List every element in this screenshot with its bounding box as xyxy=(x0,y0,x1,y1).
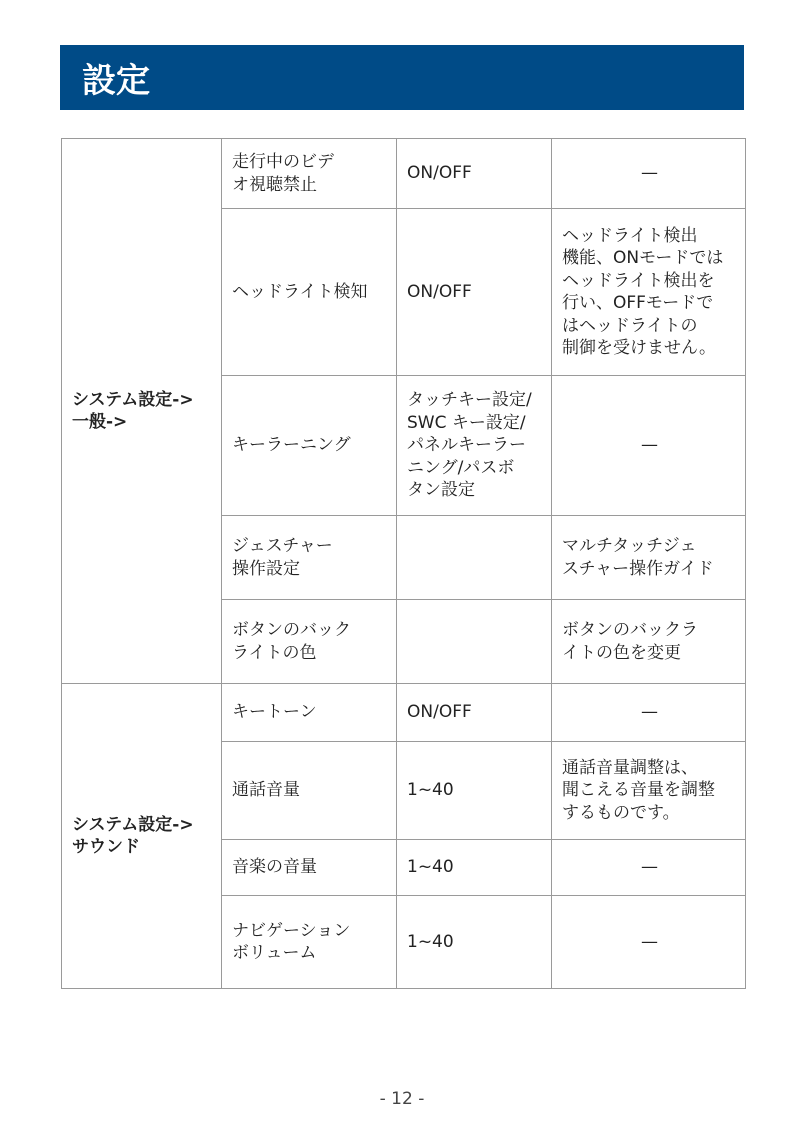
item-cell: 通話音量 xyxy=(222,742,397,840)
item-cell: ナビゲーション ボリューム xyxy=(222,896,397,989)
page-title-bar xyxy=(60,45,744,110)
item-cell: キーラーニング xyxy=(222,376,397,516)
item-cell: ジェスチャー 操作設定 xyxy=(222,516,397,600)
table-row xyxy=(62,139,746,209)
value-cell: タッチキー設定/ SWC キー設定/ パネルキーラー ニング/パスボ タン設定 xyxy=(397,376,552,516)
value-cell: ON/OFF xyxy=(397,139,552,209)
category-cell-general: システム設定-> 一般-> xyxy=(62,139,222,684)
value-cell xyxy=(397,516,552,600)
value-cell: ON/OFF xyxy=(397,684,552,742)
value-cell: 1~40 xyxy=(397,896,552,989)
category-cell-sound: システム設定-> サウンド xyxy=(62,684,222,989)
value-cell xyxy=(397,600,552,684)
item-cell: 音楽の音量 xyxy=(222,840,397,896)
item-cell: ヘッドライト検知 xyxy=(222,209,397,376)
table-row xyxy=(62,684,746,742)
value-cell: ON/OFF xyxy=(397,209,552,376)
value-cell: 1~40 xyxy=(397,840,552,896)
page-title: 設定 xyxy=(82,61,150,101)
item-cell: ボタンのバック ライトの色 xyxy=(222,600,397,684)
value-cell: 1~40 xyxy=(397,742,552,840)
description-cell: ヘッドライト検出 機能、ONモードでは ヘッドライト検出を 行い、OFFモードで はヘッドライトの 制御を受けません。 xyxy=(552,209,746,376)
description-cell: — xyxy=(552,840,746,896)
description-cell: マルチタッチジェ スチャー操作ガイド xyxy=(552,516,746,600)
item-cell: 走行中のビデ オ視聴禁止 xyxy=(222,139,397,209)
settings-table xyxy=(61,138,746,989)
description-cell: — xyxy=(552,896,746,989)
description-cell: — xyxy=(552,376,746,516)
page-number: - 12 - xyxy=(379,1089,425,1109)
item-cell: キートーン xyxy=(222,684,397,742)
description-cell: ボタンのバックラ イトの色を変更 xyxy=(552,600,746,684)
description-cell: 通話音量調整は、 聞こえる音量を調整 するものです。 xyxy=(552,742,746,840)
description-cell: — xyxy=(552,139,746,209)
description-cell: — xyxy=(552,684,746,742)
